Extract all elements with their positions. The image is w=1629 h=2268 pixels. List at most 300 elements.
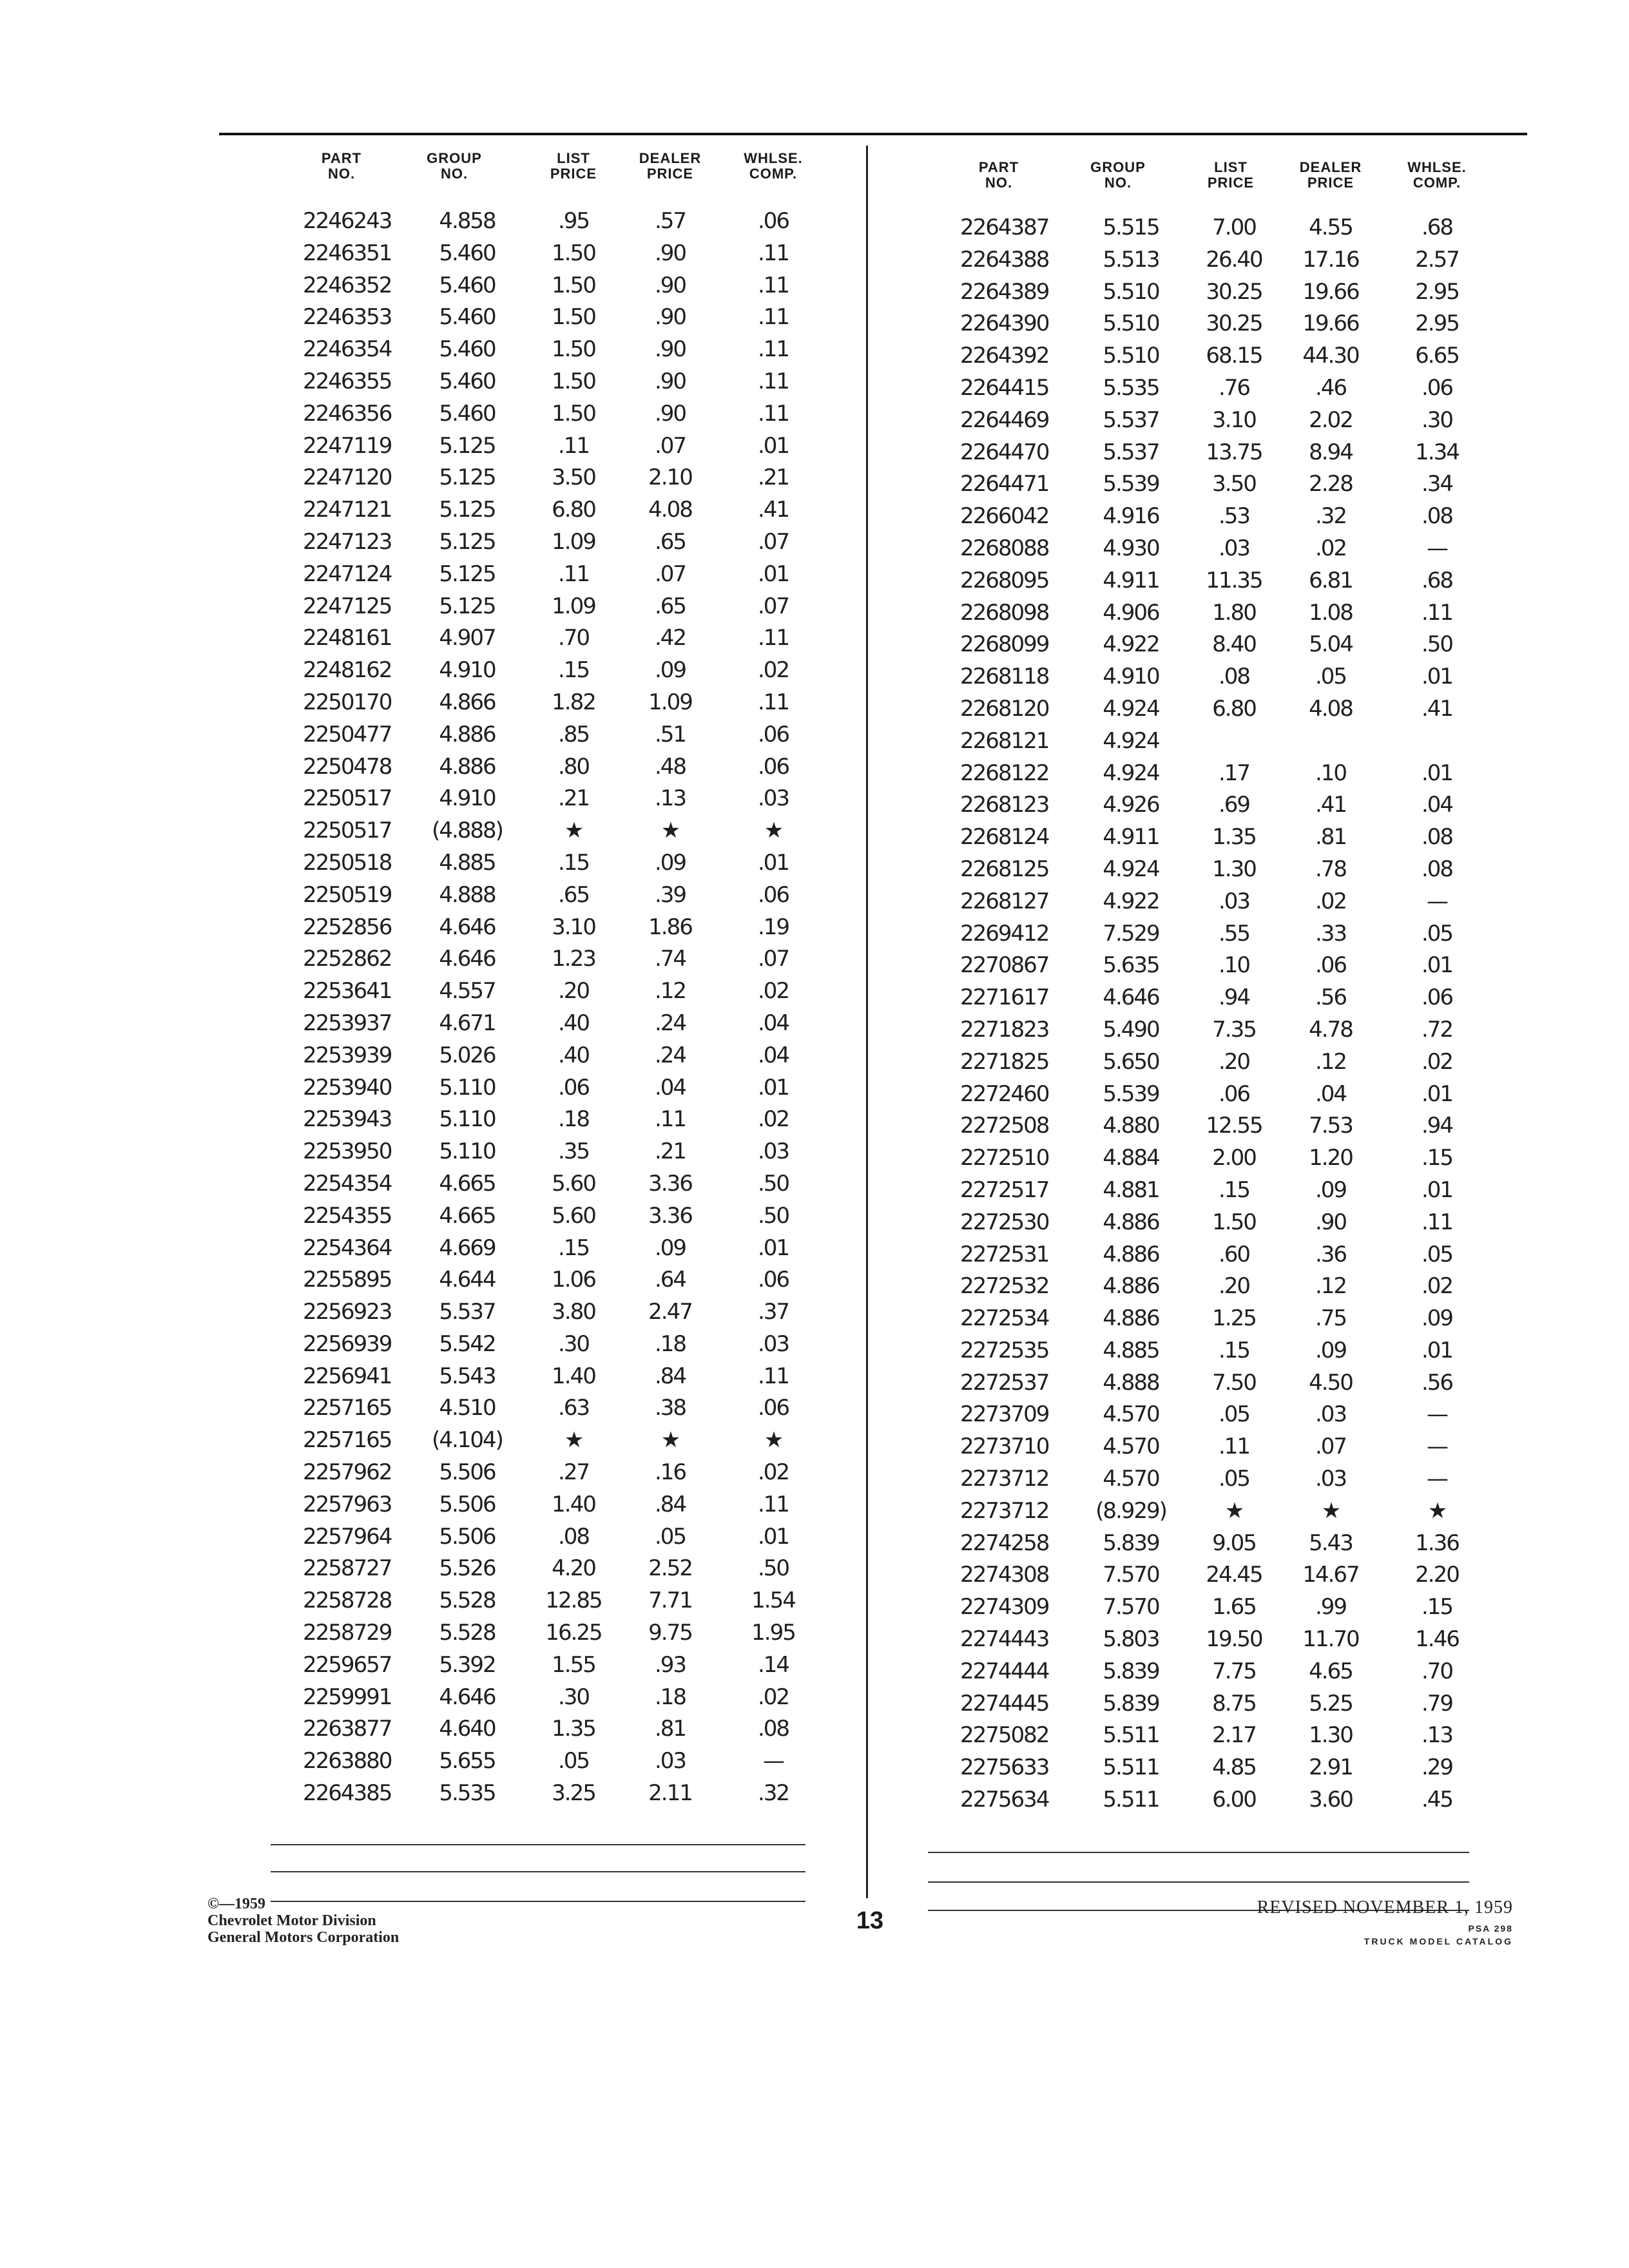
dealer-price-cell: 2.91 [1309,1754,1353,1781]
dealer-price-cell: .33 [1315,920,1347,947]
table-row [928,1430,1527,1463]
table-row [928,211,1527,244]
group-no-cell: 5.839 [1103,1530,1159,1556]
part-no-cell: 2264415 [960,374,1049,401]
list-price-cell: 1.80 [1212,599,1256,626]
whlse-comp-cell: .02 [757,1684,789,1710]
part-no-cell: 2275634 [960,1787,1049,1813]
list-price-cell: 1.35 [1212,824,1256,850]
part-no-cell: 2268124 [960,824,1049,850]
whlse-comp-cell: .11 [757,625,789,651]
part-no-cell: 2264392 [960,343,1049,369]
parts-table-left [271,151,870,1809]
table-row [271,975,870,1007]
part-no-cell: 2264387 [960,215,1049,240]
dealer-price-cell: .57 [654,208,686,234]
part-no-cell: 2256941 [303,1363,392,1389]
list-price-cell: 16.25 [545,1620,602,1646]
table-row [928,340,1527,372]
table-row [928,1591,1527,1623]
table-row [271,718,870,751]
group-no-cell: 5.460 [439,272,496,298]
list-price-cell: .21 [557,785,590,812]
whlse-comp-cell: .11 [757,272,789,298]
group-no-cell: 5.506 [439,1491,496,1517]
list-price-cell: .76 [1218,374,1250,401]
group-no-cell: 4.885 [439,849,496,876]
part-no-cell: 2269412 [960,920,1049,947]
whlse-comp-cell: .94 [1421,1113,1453,1139]
table-row [928,276,1527,308]
whlse-comp-cell: .32 [757,1780,789,1807]
part-no-cell: 2264470 [960,439,1049,465]
part-no-cell: 2268123 [960,792,1049,818]
part-no-cell: 2272534 [960,1305,1049,1332]
part-no-cell: 2273712 [960,1466,1049,1492]
table-row [271,1103,870,1135]
group-no-cell: 5.110 [439,1106,496,1133]
dealer-price-cell: .09 [654,849,686,876]
list-price-cell: .20 [1218,1273,1250,1300]
whlse-comp-cell: .01 [1421,1081,1453,1107]
group-no-cell: 4.570 [1103,1401,1159,1428]
whlse-comp-cell: .11 [757,1491,789,1517]
dealer-price-cell: .99 [1315,1594,1347,1620]
whlse-comp-cell: .79 [1421,1690,1453,1716]
group-no-cell: 4.646 [1103,985,1159,1011]
dealer-price-cell: .90 [654,304,686,331]
whlse-comp-cell: .01 [757,1235,789,1261]
list-price-cell: .70 [557,625,590,651]
whlse-comp-cell: .56 [1421,1369,1453,1396]
group-no-cell: 4.924 [1103,760,1159,786]
group-no-cell: 5.803 [1103,1626,1159,1653]
dealer-price-cell: 2.52 [648,1555,692,1582]
whlse-comp-cell: .11 [757,1363,789,1389]
group-no-cell: 5.543 [439,1363,496,1389]
whlse-comp-cell: .13 [1421,1722,1453,1749]
part-no-cell: 2264385 [303,1780,392,1807]
header-list-price: LIST PRICE [1207,159,1255,191]
group-no-cell: 5.460 [439,240,496,266]
dealer-price-cell: .84 [654,1491,686,1517]
whlse-comp-cell: .04 [757,1010,789,1036]
part-no-cell: 2268095 [960,567,1049,593]
whlse-comp-cell: .19 [757,914,789,940]
part-no-cell: 2257962 [303,1459,392,1486]
dealer-price-cell: .09 [1315,1177,1347,1203]
part-no-cell: 2271823 [960,1016,1049,1043]
header-list-price: LIST PRICE [550,150,597,182]
whlse-comp-cell: .01 [1421,952,1453,979]
list-price-cell: .94 [1218,985,1250,1011]
list-price-cell: 12.55 [1206,1113,1262,1139]
part-no-cell: 2272508 [960,1113,1049,1139]
table-row [928,1527,1527,1559]
whlse-comp-cell: — [1427,1401,1447,1428]
dealer-price-cell: 3.36 [648,1170,692,1196]
header-whlse-comp: WHLSE. COMP. [1407,159,1467,191]
list-price-cell: .63 [557,1395,590,1421]
dealer-price-cell: .04 [654,1074,686,1100]
whlse-comp-cell: .11 [757,368,789,394]
whlse-comp-cell: .05 [1421,920,1453,947]
part-no-cell: 2264471 [960,471,1049,497]
list-price-cell: .27 [557,1459,590,1486]
table-row [271,1424,870,1456]
group-no-cell: 4.910 [1103,664,1159,690]
dealer-price-cell: .05 [654,1523,686,1550]
dealer-price-cell: .90 [654,368,686,394]
list-price-cell: 7.50 [1212,1369,1256,1396]
table-row [928,372,1527,404]
group-no-cell: 5.510 [1103,343,1159,369]
group-no-cell: 5.537 [1103,407,1159,433]
part-no-cell: 2270867 [960,952,1049,979]
revised-date: REVISED NOVEMBER 1, 1959 [1257,1898,1513,1917]
part-no-cell: 2259657 [303,1651,392,1678]
part-no-cell: 2258728 [303,1588,392,1614]
part-no-cell: 2274444 [960,1658,1049,1684]
whlse-comp-cell: .06 [757,208,789,234]
group-no-cell: 4.886 [1103,1209,1159,1235]
list-price-cell: .69 [1218,792,1250,818]
whlse-comp-cell: .34 [1421,471,1453,497]
part-no-cell: 2247125 [303,593,392,619]
dealer-price-cell: .74 [654,946,686,972]
list-price-cell: ★ [1224,1497,1244,1524]
part-no-cell: 2268127 [960,888,1049,914]
whlse-comp-cell: .41 [757,497,789,523]
dealer-price-cell: .24 [654,1042,686,1068]
dealer-price-cell: 1.09 [648,689,692,715]
part-no-cell: 2264469 [960,407,1049,433]
dealer-price-cell: 2.28 [1309,471,1353,497]
list-price-cell: .08 [557,1523,590,1550]
part-no-cell: 2271617 [960,985,1049,1011]
part-no-cell: 2272530 [960,1209,1049,1235]
table-row [928,468,1527,500]
blank-rule [271,1844,805,1845]
group-no-cell: 4.866 [439,689,496,715]
group-no-cell: 5.510 [1103,278,1159,305]
whlse-comp-cell: .11 [757,689,789,715]
list-price-cell: 1.55 [552,1651,595,1678]
group-no-cell: 5.528 [439,1588,496,1614]
part-no-cell: 2250518 [303,849,392,876]
table-row [271,879,870,911]
whlse-comp-cell: .50 [757,1555,789,1582]
whlse-comp-cell: 1.36 [1415,1530,1459,1556]
list-price-cell: .17 [1218,760,1250,786]
dealer-price-cell: .03 [1315,1466,1347,1492]
list-price-cell: 4.20 [552,1555,595,1582]
whlse-comp-cell: .50 [757,1170,789,1196]
dealer-price-cell: 4.55 [1309,215,1353,240]
dealer-price-cell: ★ [1321,1497,1340,1524]
dealer-price-cell: .07 [1315,1434,1347,1460]
whlse-comp-cell: .02 [757,978,789,1004]
dealer-price-cell: .32 [1315,503,1347,530]
list-price-cell: 6.80 [1212,695,1256,722]
group-no-cell: 4.885 [1103,1337,1159,1363]
table-row [928,1783,1527,1816]
dealer-price-cell: .38 [654,1395,686,1421]
dealer-price-cell: 2.10 [648,465,692,491]
table-row [928,1719,1527,1751]
group-no-cell: 4.911 [1103,824,1159,850]
whlse-comp-cell: .03 [757,1331,789,1357]
dealer-price-cell: 8.94 [1309,439,1353,465]
list-price-cell: 4.85 [1212,1754,1256,1781]
group-no-cell: 4.907 [439,625,496,651]
group-no-cell: 4.888 [1103,1369,1159,1396]
header-whlse-comp: WHLSE. COMP. [744,150,803,182]
dealer-price-cell: 1.86 [648,914,692,940]
whlse-comp-cell: .04 [757,1042,789,1068]
table-row [271,943,870,975]
table-body [271,205,870,1809]
list-price-cell: 1.40 [552,1491,595,1517]
group-no-cell: 4.886 [1103,1305,1159,1332]
part-no-cell: 2272460 [960,1081,1049,1107]
table-row [271,398,870,430]
dealer-price-cell: .81 [654,1716,686,1742]
whlse-comp-cell: .06 [757,753,789,780]
group-no-cell: 5.506 [439,1459,496,1486]
group-no-cell: 4.886 [439,721,496,747]
table-row [928,981,1527,1014]
table-row [271,461,870,494]
whlse-comp-cell: .29 [1421,1754,1453,1781]
whlse-comp-cell: 1.34 [1415,439,1459,465]
table-row [928,500,1527,532]
list-price-cell: ★ [564,818,583,844]
table-row [271,1007,870,1039]
whlse-comp-cell: ★ [1427,1497,1447,1524]
group-no-cell: 5.125 [439,528,496,555]
table-row [271,1552,870,1584]
catalog-name: TRUCK MODEL CATALOG [1364,1936,1513,1946]
table-row [271,237,870,269]
list-price-cell: 3.50 [1212,471,1256,497]
whlse-comp-cell: .01 [1421,760,1453,786]
group-no-cell: 4.669 [439,1235,496,1261]
corporation-text: General Motors Corporation [207,1929,400,1946]
dealer-price-cell: 3.36 [648,1202,692,1229]
list-price-cell: 9.05 [1212,1530,1256,1556]
table-row [928,1302,1527,1334]
dealer-price-cell: .03 [654,1748,686,1774]
list-price-cell: .55 [1218,920,1250,947]
part-no-cell: 2273710 [960,1434,1049,1460]
part-no-cell: 2268099 [960,631,1049,658]
list-price-cell: 1.65 [1212,1594,1256,1620]
part-no-cell: 2253950 [303,1139,392,1165]
list-price-cell: 3.25 [552,1780,595,1807]
list-price-cell: .85 [557,721,590,747]
table-row [271,365,870,398]
whlse-comp-cell: ★ [764,1427,783,1454]
list-price-cell: .35 [557,1139,590,1165]
group-no-cell: 5.526 [439,1555,496,1582]
group-no-cell: 5.839 [1103,1690,1159,1716]
table-row [928,1206,1527,1238]
dealer-price-cell: .65 [654,593,686,619]
table-row [271,1713,870,1745]
part-no-cell: 2246353 [303,304,392,331]
dealer-price-cell: 1.20 [1309,1145,1353,1171]
whlse-comp-cell: 6.65 [1415,343,1459,369]
list-price-cell: 7.75 [1212,1658,1256,1684]
list-price-cell: 5.60 [552,1202,595,1229]
group-no-cell: 4.557 [439,978,496,1004]
group-no-cell: 4.922 [1103,888,1159,914]
whlse-comp-cell: .70 [1421,1658,1453,1684]
list-price-cell: 19.50 [1206,1626,1262,1653]
whlse-comp-cell: 2.20 [1415,1562,1459,1588]
group-no-cell: 4.926 [1103,792,1159,818]
part-no-cell: 2275082 [960,1722,1049,1749]
table-row [271,1617,870,1649]
table-row [928,789,1527,821]
group-no-cell: 5.460 [439,368,496,394]
header-part-no: PART NO. [321,150,362,182]
table-row [271,590,870,622]
whlse-comp-cell: ★ [764,818,783,844]
whlse-comp-cell: .14 [757,1651,789,1678]
dealer-price-cell: 19.66 [1302,311,1359,337]
list-price-cell: 3.10 [552,914,595,940]
dealer-price-cell: 17.16 [1302,246,1359,273]
table-row [271,686,870,718]
list-price-cell: 8.40 [1212,631,1256,658]
whlse-comp-cell: .68 [1421,567,1453,593]
dealer-price-cell: 5.43 [1309,1530,1353,1556]
dealer-price-cell: .90 [654,336,686,363]
list-price-cell: 1.82 [552,689,595,715]
group-no-cell: 4.911 [1103,567,1159,593]
part-no-cell: 2246356 [303,400,392,427]
part-no-cell: 2272510 [960,1145,1049,1171]
dealer-price-cell: .65 [654,528,686,555]
group-no-cell: 5.125 [439,561,496,587]
group-no-cell: 5.539 [1103,471,1159,497]
whlse-comp-cell: 2.57 [1415,246,1459,273]
dealer-price-cell: 3.60 [1309,1787,1353,1813]
header-dealer-price: DEALER PRICE [1299,159,1362,191]
dealer-price-cell: 44.30 [1302,343,1359,369]
list-price-cell: .20 [1218,1048,1250,1075]
dealer-price-cell: 2.02 [1309,407,1353,433]
table-row [271,1072,870,1104]
table-row [271,1584,870,1617]
dealer-price-cell: .12 [1315,1273,1347,1300]
table-row [928,1655,1527,1687]
list-price-cell: .05 [1218,1466,1250,1492]
group-no-cell: 5.125 [439,465,496,491]
group-no-cell: 5.125 [439,432,496,459]
whlse-comp-cell: .03 [757,785,789,812]
part-no-cell: 2264389 [960,278,1049,305]
dealer-price-cell: .02 [1315,888,1347,914]
part-no-cell: 2263880 [303,1748,392,1774]
part-no-cell: 2268122 [960,760,1049,786]
part-no-cell: 2250478 [303,753,392,780]
group-no-cell: 5.537 [439,1299,496,1325]
whlse-comp-cell: .02 [757,1106,789,1133]
blank-rule [928,1852,1469,1853]
part-no-cell: 2268098 [960,599,1049,626]
list-price-cell: 3.80 [552,1299,595,1325]
table-row [928,885,1527,918]
part-no-cell: 2272537 [960,1369,1049,1396]
whlse-comp-cell: .02 [1421,1273,1453,1300]
group-no-cell: 5.515 [1103,215,1159,240]
dealer-price-cell: .56 [1315,985,1347,1011]
whlse-comp-cell: .06 [1421,985,1453,1011]
dealer-price-cell: 7.71 [648,1588,692,1614]
list-price-cell: 3.50 [552,465,595,491]
table-row [271,269,870,302]
list-price-cell: .15 [557,849,590,876]
list-price-cell: .15 [557,1235,590,1261]
group-no-cell: 7.529 [1103,920,1159,947]
group-no-cell: 5.110 [439,1074,496,1100]
part-no-cell: 2256923 [303,1299,392,1325]
group-no-cell: 5.511 [1103,1787,1159,1813]
list-price-cell: 1.25 [1212,1305,1256,1332]
list-price-cell: .05 [1218,1401,1250,1428]
list-price-cell: .06 [557,1074,590,1100]
table-row [928,1014,1527,1046]
group-no-cell: 5.392 [439,1651,496,1678]
dealer-price-cell: .90 [654,272,686,298]
list-price-cell: 1.50 [552,336,595,363]
dealer-price-cell: 2.11 [648,1780,692,1807]
dealer-price-cell: 1.30 [1309,1722,1353,1749]
whlse-comp-cell: .11 [757,336,789,363]
table-row [271,1649,870,1681]
dealer-price-cell: .07 [654,432,686,459]
table-row [928,1142,1527,1174]
list-price-cell: 1.09 [552,528,595,555]
whlse-comp-cell: 1.54 [751,1588,795,1614]
group-no-cell: (4.888) [432,818,503,844]
table-row [928,757,1527,789]
list-price-cell: .95 [557,208,590,234]
whlse-comp-cell: .01 [757,849,789,876]
part-no-cell: 2250517 [303,818,392,844]
dealer-price-cell: 19.66 [1302,278,1359,305]
copyright-text: ©—1959 [207,1896,265,1912]
group-no-cell: 5.460 [439,400,496,427]
group-no-cell: 4.671 [439,1010,496,1036]
group-no-cell: 5.026 [439,1042,496,1068]
list-price-cell: 13.75 [1206,439,1262,465]
dealer-price-cell: .11 [654,1106,686,1133]
list-price-cell: 1.50 [552,400,595,427]
table-row [271,1488,870,1521]
list-price-cell: 30.25 [1206,311,1262,337]
dealer-price-cell: .42 [654,625,686,651]
table-row [928,1687,1527,1720]
group-no-cell: 5.506 [439,1523,496,1550]
table-row [271,1392,870,1424]
group-no-cell: 5.510 [1103,311,1159,337]
dealer-price-cell: .21 [654,1139,686,1165]
group-no-cell: (8.929) [1095,1497,1166,1524]
